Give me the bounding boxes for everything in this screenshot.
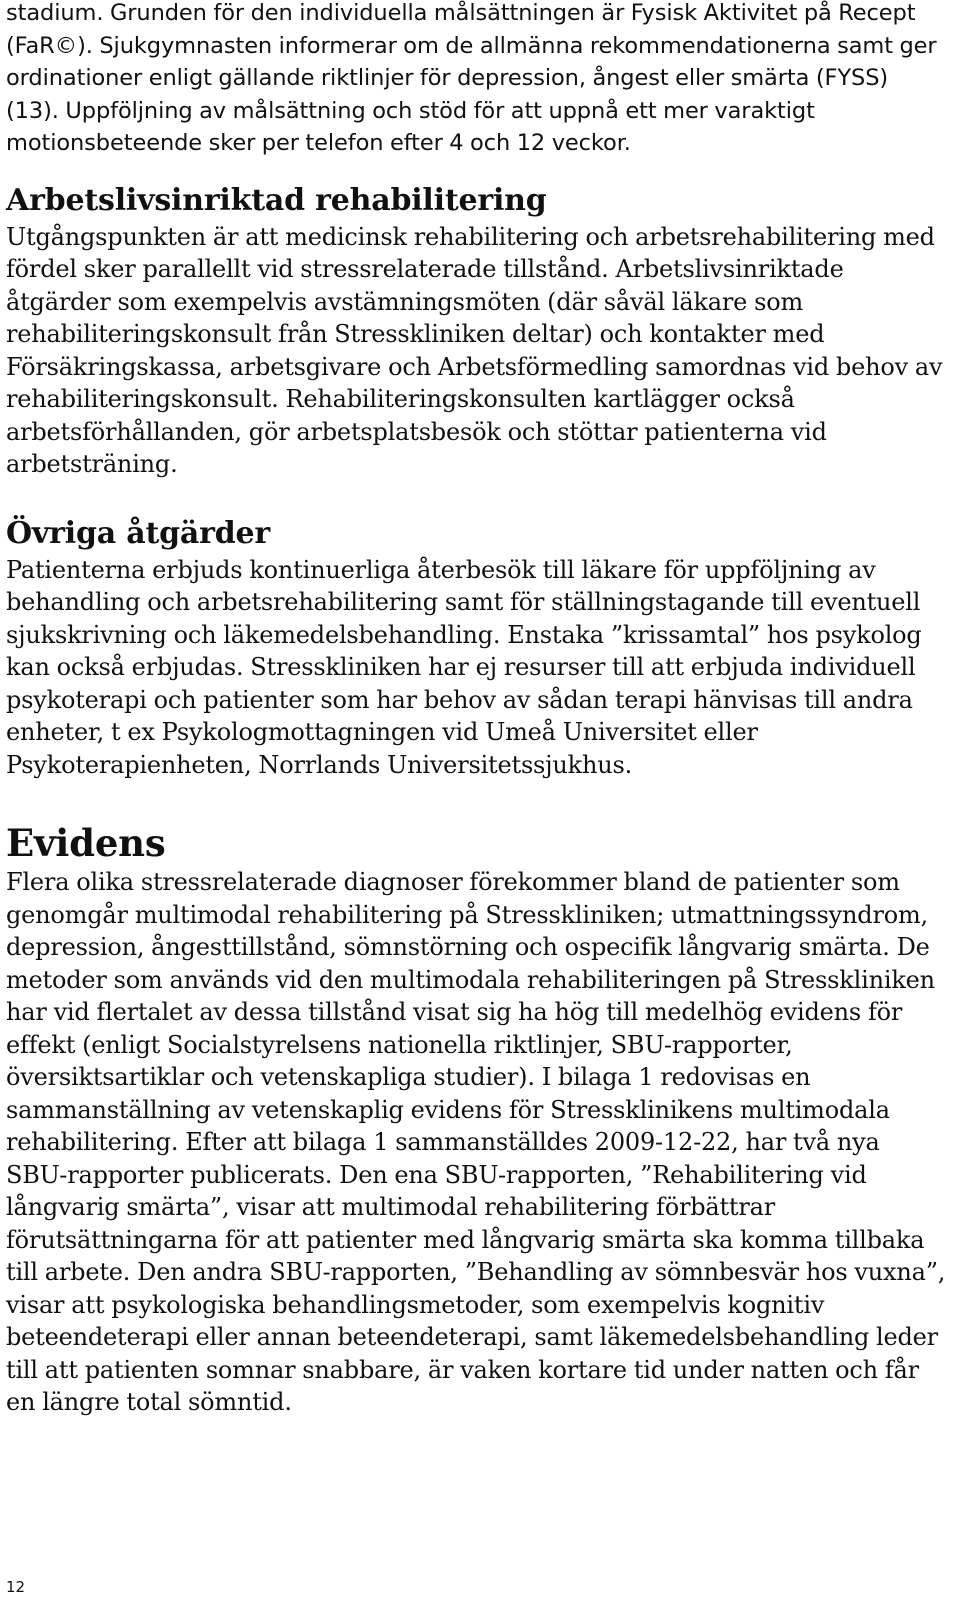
page-number: 12	[6, 1578, 26, 1596]
section-heading-ovriga-atgarder: Övriga åtgärder	[6, 515, 271, 551]
intro-paragraph: stadium. Grunden för den individuella målsättningen är Fysisk Aktivitet på Recept (FaR©). Sjukgymnasten informerar om de allmänna rekommendationerna samt ger ordinationer enligt gällande riktlinjer för depression, ångest eller smärta (FYSS) (13). Uppföljning av målsättning och stöd för att uppnå ett mer varaktigt motionsbeteende sker per telefon efter 4 och 12 veckor.	[6, 0, 937, 156]
section-heading-arbetslivsinriktad-rehabilitering: Arbetslivsinriktad rehabilitering	[6, 182, 547, 218]
section-heading-evidens: Evidens	[6, 821, 166, 865]
section-body-arbetslivsinriktad-rehabilitering: Utgångspunkten är att medicinsk rehabilitering och arbetsrehabilitering med fördel sker parallellt vid stressrelaterade tillstånd. Arbetslivsinriktade åtgärder som exempelvis avstämningsmöten (där såväl läkare som rehabiliteringskonsult från Stresskliniken deltar) och kontakter med Försäkringskassa, arbetsgivare och Arbetsförmedling samordnas vid behov av rehabiliteringskonsult. Rehabiliteringskonsulten kartlägger också arbetsförhållanden, gör arbetsplatsbesök och stöttar patienterna vid arbetsträning.	[6, 222, 943, 478]
section-body-evidens: Flera olika stressrelaterade diagnoser förekommer bland de patienter som genomgår multimodal rehabilitering på Stresskliniken; utmattningssyndrom, depression, ångesttillstånd, sömnstörning och ospecifik långvarig smärta. De metoder som används vid den multimodala rehabiliteringen på Stresskliniken har vid flertalet av dessa tillstånd visat sig ha hög till medelhög evidens för effekt (enligt Socialstyrelsens nationella riktlinjer, SBU-rapporter, översiktsartiklar och vetenskapliga studier). I bilaga 1 redovisas en sammanställning av vetenskaplig evidens för Stressklinikens multimodala rehabilitering. Efter att bilaga 1 sammanställdes 2009-12-22, har två nya SBU-rapporter publicerats. Den ena SBU-rapporten, ”Rehabilitering vid långvarig smärta”, visar att multimodal rehabilitering förbättrar förutsättningarna för att patienter med långvarig smärta ska komma tillbaka till arbete. Den andra SBU-rapporten, ”Behandling av sömnbesvär hos vuxna”, visar att psykologiska behandlingsmetoder, som exempelvis kognitiv beteendeterapi eller annan beteendeterapi, samt läkemedelsbehandling leder till att patienten somnar snabbare, är vaken kortare tid under natten och får en längre total sömntid.	[6, 868, 946, 1416]
section-body-ovriga-atgarder: Patienterna erbjuds kontinuerliga återbesök till läkare för uppföljning av behandling och arbetsrehabilitering samt för ställningstagande till eventuell sjukskrivning och läkemedelsbehandling. Enstaka ”krissamtal” hos psykolog kan också erbjudas. Stresskliniken har ej resurser till att erbjuda individuell psykoterapi och patienter som har behov av sådan terapi hänvisas till andra enheter, t ex Psykologmottagningen vid Umeå Universitet eller Psykoterapienheten, Norrlands Universitetssjukhus.	[6, 555, 922, 779]
document-page	[6, 0, 946, 1419]
